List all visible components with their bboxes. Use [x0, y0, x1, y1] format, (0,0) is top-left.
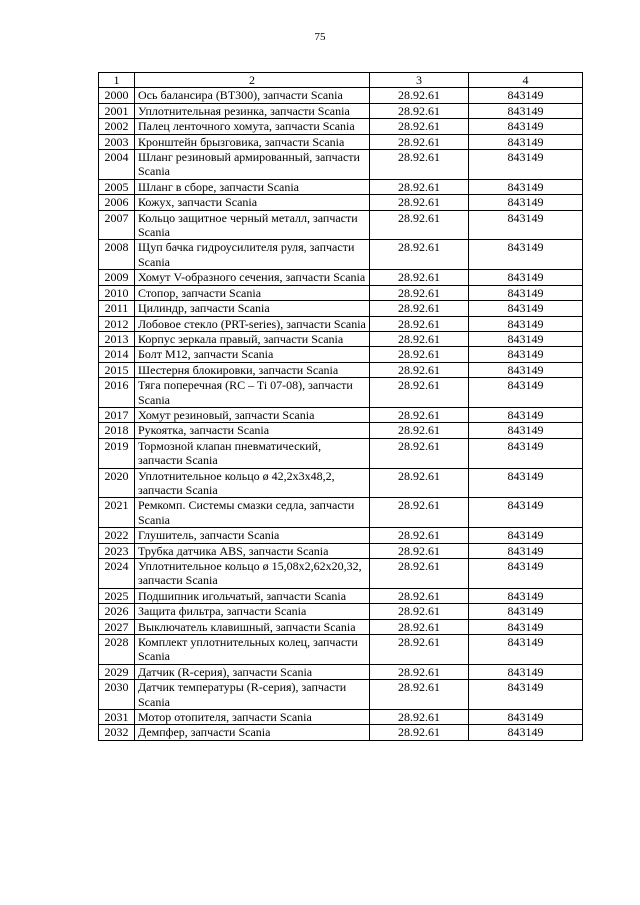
parts-table: [98, 72, 583, 741]
row-number-cell: 2018: [99, 423, 135, 438]
tnved-code-cell: 843149: [469, 619, 583, 634]
table-row: [99, 635, 583, 665]
tnved-code-cell: 843149: [469, 103, 583, 118]
item-name-cell: Щуп бачка гидроусилителя руля, запчасти Scania: [135, 240, 370, 270]
column-header-4: 4: [469, 73, 583, 88]
tnved-code-cell: 843149: [469, 119, 583, 134]
tnved-code-cell: 843149: [469, 588, 583, 603]
row-number-cell: 2023: [99, 543, 135, 558]
item-name-cell: Датчик температуры (R-серия), запчасти Scania: [135, 680, 370, 710]
table-row: [99, 619, 583, 634]
row-number-cell: 2028: [99, 635, 135, 665]
table-row: [99, 604, 583, 619]
item-name-cell: Кожух, запчасти Scania: [135, 195, 370, 210]
table-row: [99, 270, 583, 285]
item-name-cell: Тормозной клапан пневматический, запчасти Scania: [135, 438, 370, 468]
table-row: [99, 119, 583, 134]
item-name-cell: Ось балансира (BT300), запчасти Scania: [135, 88, 370, 103]
item-name-cell: Лобовое стекло (PRT-series), запчасти Scania: [135, 316, 370, 331]
item-name-cell: Уплотнительное кольцо ø 42,2x3x48,2, запчасти Scania: [135, 468, 370, 498]
okpd-code-cell: 28.92.61: [370, 604, 469, 619]
okpd-code-cell: 28.92.61: [370, 362, 469, 377]
tnved-code-cell: 843149: [469, 559, 583, 589]
row-number-cell: 2003: [99, 134, 135, 149]
table-row: [99, 347, 583, 362]
okpd-code-cell: 28.92.61: [370, 619, 469, 634]
table-row: [99, 285, 583, 300]
row-number-cell: 2031: [99, 710, 135, 725]
column-header-1: 1: [99, 73, 135, 88]
tnved-code-cell: 843149: [469, 438, 583, 468]
tnved-code-cell: 843149: [469, 240, 583, 270]
table-row: [99, 528, 583, 543]
tnved-code-cell: 843149: [469, 407, 583, 422]
row-number-cell: 2024: [99, 559, 135, 589]
okpd-code-cell: 28.92.61: [370, 588, 469, 603]
table-row: [99, 680, 583, 710]
table-row: [99, 362, 583, 377]
okpd-code-cell: 28.92.61: [370, 664, 469, 679]
okpd-code-cell: 28.92.61: [370, 210, 469, 240]
tnved-code-cell: 843149: [469, 710, 583, 725]
item-name-cell: Палец ленточного хомута, запчасти Scania: [135, 119, 370, 134]
tnved-code-cell: 843149: [469, 195, 583, 210]
table-row: [99, 710, 583, 725]
tnved-code-cell: 843149: [469, 316, 583, 331]
item-name-cell: Корпус зеркала правый, запчасти Scania: [135, 331, 370, 346]
item-name-cell: Тяга поперечная (RC – Ti 07-08), запчасти Scania: [135, 378, 370, 408]
row-number-cell: 2016: [99, 378, 135, 408]
table-row: [99, 725, 583, 740]
okpd-code-cell: 28.92.61: [370, 331, 469, 346]
item-name-cell: Хомут V-образного сечения, запчасти Scania: [135, 270, 370, 285]
okpd-code-cell: 28.92.61: [370, 378, 469, 408]
item-name-cell: Датчик (R-серия), запчасти Scania: [135, 664, 370, 679]
item-name-cell: Уплотнительное кольцо ø 15,08x2,62x20,32, запчасти Scania: [135, 559, 370, 589]
tnved-code-cell: 843149: [469, 664, 583, 679]
okpd-code-cell: 28.92.61: [370, 134, 469, 149]
row-number-cell: 2000: [99, 88, 135, 103]
row-number-cell: 2011: [99, 301, 135, 316]
tnved-code-cell: 843149: [469, 378, 583, 408]
item-name-cell: Кронштейн брызговика, запчасти Scania: [135, 134, 370, 149]
row-number-cell: 2005: [99, 179, 135, 194]
tnved-code-cell: 843149: [469, 528, 583, 543]
item-name-cell: Подшипник игольчатый, запчасти Scania: [135, 588, 370, 603]
table-row: [99, 378, 583, 408]
item-name-cell: Трубка датчика ABS, запчасти Scania: [135, 543, 370, 558]
okpd-code-cell: 28.92.61: [370, 468, 469, 498]
item-name-cell: Демпфер, запчасти Scania: [135, 725, 370, 740]
table-row: [99, 150, 583, 180]
row-number-cell: 2020: [99, 468, 135, 498]
okpd-code-cell: 28.92.61: [370, 316, 469, 331]
row-number-cell: 2019: [99, 438, 135, 468]
tnved-code-cell: 843149: [469, 468, 583, 498]
table-row: [99, 210, 583, 240]
okpd-code-cell: 28.92.61: [370, 240, 469, 270]
item-name-cell: Комплект уплотнительных колец, запчасти Scania: [135, 635, 370, 665]
row-number-cell: 2015: [99, 362, 135, 377]
row-number-cell: 2032: [99, 725, 135, 740]
tnved-code-cell: 843149: [469, 498, 583, 528]
tnved-code-cell: 843149: [469, 270, 583, 285]
table-row: [99, 588, 583, 603]
item-name-cell: Цилиндр, запчасти Scania: [135, 301, 370, 316]
okpd-code-cell: 28.92.61: [370, 725, 469, 740]
item-name-cell: Защита фильтра, запчасти Scania: [135, 604, 370, 619]
item-name-cell: Выключатель клавишный, запчасти Scania: [135, 619, 370, 634]
item-name-cell: Глушитель, запчасти Scania: [135, 528, 370, 543]
row-number-cell: 2014: [99, 347, 135, 362]
item-name-cell: Болт M12, запчасти Scania: [135, 347, 370, 362]
okpd-code-cell: 28.92.61: [370, 285, 469, 300]
row-number-cell: 2006: [99, 195, 135, 210]
row-number-cell: 2027: [99, 619, 135, 634]
page-number: 75: [314, 31, 326, 43]
table-row: [99, 103, 583, 118]
row-number-cell: 2022: [99, 528, 135, 543]
okpd-code-cell: 28.92.61: [370, 438, 469, 468]
item-name-cell: Шестерня блокировки, запчасти Scania: [135, 362, 370, 377]
row-number-cell: 2001: [99, 103, 135, 118]
item-name-cell: Шланг в сборе, запчасти Scania: [135, 179, 370, 194]
row-number-cell: 2026: [99, 604, 135, 619]
item-name-cell: Шланг резиновый армированный, запчасти Scania: [135, 150, 370, 180]
okpd-code-cell: 28.92.61: [370, 635, 469, 665]
item-name-cell: Стопор, запчасти Scania: [135, 285, 370, 300]
tnved-code-cell: 843149: [469, 725, 583, 740]
row-number-cell: 2030: [99, 680, 135, 710]
tnved-code-cell: 843149: [469, 347, 583, 362]
table-row: [99, 468, 583, 498]
tnved-code-cell: 843149: [469, 604, 583, 619]
tnved-code-cell: 843149: [469, 285, 583, 300]
tnved-code-cell: 843149: [469, 331, 583, 346]
table-header-row: [99, 73, 583, 88]
item-name-cell: Ремкомп. Системы смазки седла, запчасти Scania: [135, 498, 370, 528]
column-header-3: 3: [370, 73, 469, 88]
table-row: [99, 195, 583, 210]
okpd-code-cell: 28.92.61: [370, 88, 469, 103]
tnved-code-cell: 843149: [469, 88, 583, 103]
table-row: [99, 407, 583, 422]
item-name-cell: Кольцо защитное черный металл, запчасти Scania: [135, 210, 370, 240]
okpd-code-cell: 28.92.61: [370, 195, 469, 210]
row-number-cell: 2021: [99, 498, 135, 528]
tnved-code-cell: 843149: [469, 543, 583, 558]
table-row: [99, 316, 583, 331]
okpd-code-cell: 28.92.61: [370, 301, 469, 316]
tnved-code-cell: 843149: [469, 362, 583, 377]
table-row: [99, 134, 583, 149]
row-number-cell: 2009: [99, 270, 135, 285]
row-number-cell: 2004: [99, 150, 135, 180]
row-number-cell: 2025: [99, 588, 135, 603]
table-row: [99, 559, 583, 589]
okpd-code-cell: 28.92.61: [370, 423, 469, 438]
table-row: [99, 664, 583, 679]
item-name-cell: Хомут резиновый, запчасти Scania: [135, 407, 370, 422]
table-row: [99, 543, 583, 558]
tnved-code-cell: 843149: [469, 179, 583, 194]
table-body: [99, 88, 583, 740]
okpd-code-cell: 28.92.61: [370, 407, 469, 422]
row-number-cell: 2010: [99, 285, 135, 300]
tnved-code-cell: 843149: [469, 150, 583, 180]
row-number-cell: 2002: [99, 119, 135, 134]
okpd-code-cell: 28.92.61: [370, 119, 469, 134]
okpd-code-cell: 28.92.61: [370, 103, 469, 118]
row-number-cell: 2007: [99, 210, 135, 240]
row-number-cell: 2017: [99, 407, 135, 422]
okpd-code-cell: 28.92.61: [370, 498, 469, 528]
table-row: [99, 498, 583, 528]
row-number-cell: 2008: [99, 240, 135, 270]
tnved-code-cell: 843149: [469, 635, 583, 665]
table-row: [99, 331, 583, 346]
table-row: [99, 301, 583, 316]
tnved-code-cell: 843149: [469, 423, 583, 438]
tnved-code-cell: 843149: [469, 210, 583, 240]
item-name-cell: Рукоятка, запчасти Scania: [135, 423, 370, 438]
okpd-code-cell: 28.92.61: [370, 559, 469, 589]
table-row: [99, 438, 583, 468]
tnved-code-cell: 843149: [469, 134, 583, 149]
row-number-cell: 2029: [99, 664, 135, 679]
item-name-cell: Уплотнительная резинка, запчасти Scania: [135, 103, 370, 118]
okpd-code-cell: 28.92.61: [370, 680, 469, 710]
column-header-2: 2: [135, 73, 370, 88]
row-number-cell: 2013: [99, 331, 135, 346]
okpd-code-cell: 28.92.61: [370, 528, 469, 543]
item-name-cell: Мотор отопителя, запчасти Scania: [135, 710, 370, 725]
table-row: [99, 179, 583, 194]
tnved-code-cell: 843149: [469, 680, 583, 710]
row-number-cell: 2012: [99, 316, 135, 331]
table-row: [99, 88, 583, 103]
okpd-code-cell: 28.92.61: [370, 270, 469, 285]
okpd-code-cell: 28.92.61: [370, 179, 469, 194]
table-row: [99, 240, 583, 270]
table-row: [99, 423, 583, 438]
okpd-code-cell: 28.92.61: [370, 710, 469, 725]
okpd-code-cell: 28.92.61: [370, 543, 469, 558]
okpd-code-cell: 28.92.61: [370, 347, 469, 362]
tnved-code-cell: 843149: [469, 301, 583, 316]
okpd-code-cell: 28.92.61: [370, 150, 469, 180]
